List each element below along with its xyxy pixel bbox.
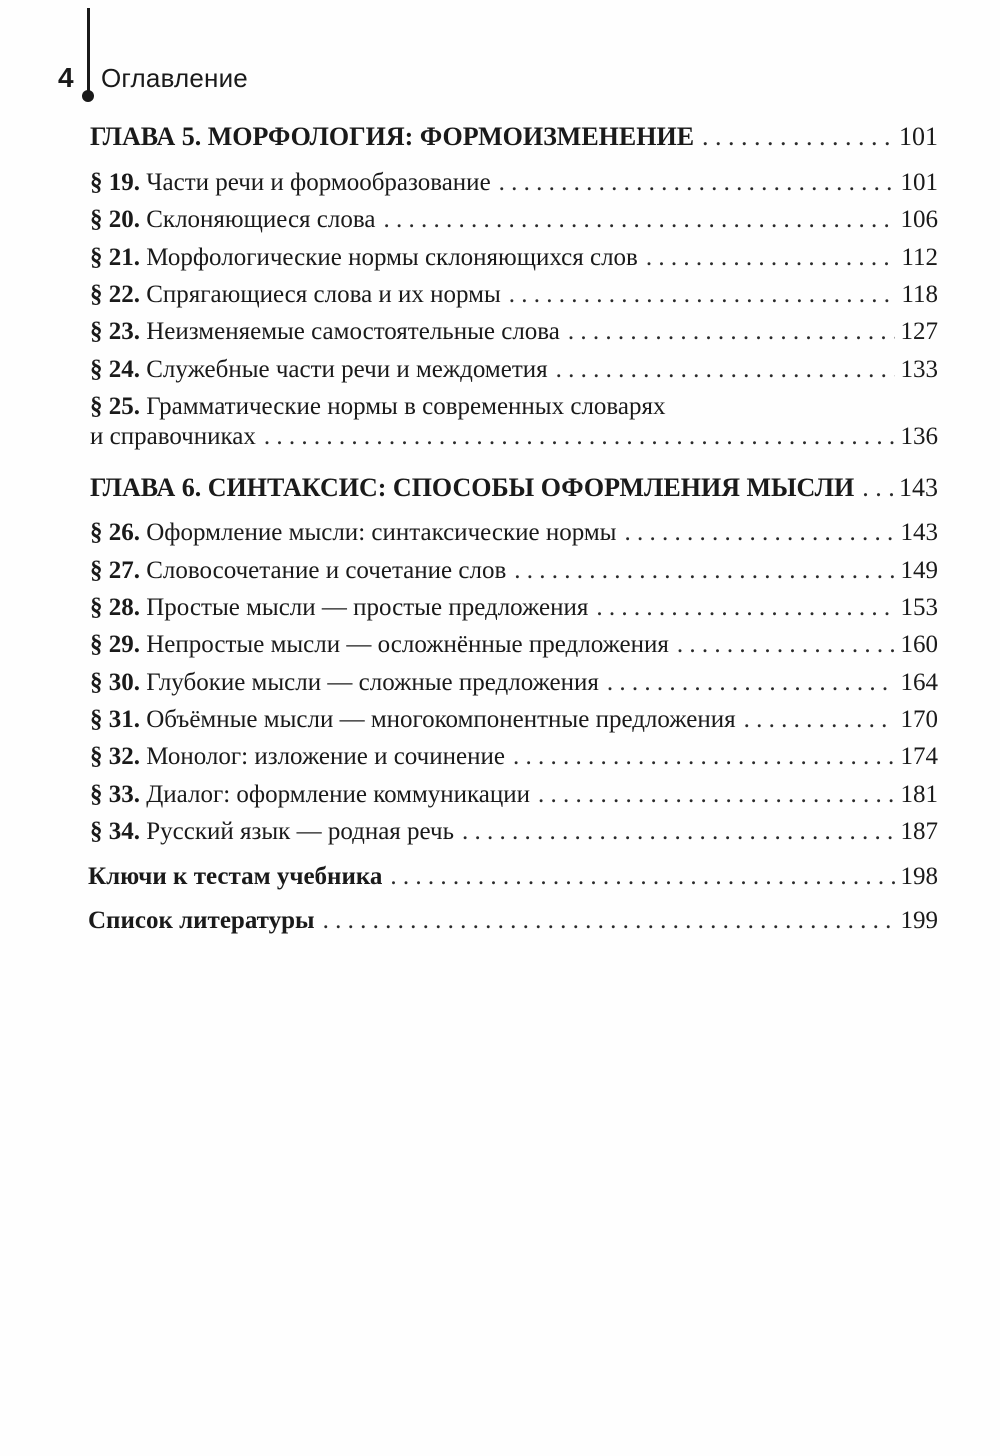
toc-chapter-6[interactable] <box>90 473 938 503</box>
chapter-page: 101 <box>899 122 938 151</box>
dot-leader <box>556 355 895 385</box>
back-matter-page: 199 <box>900 907 938 934</box>
section-page: 149 <box>900 557 938 584</box>
toc-entry[interactable] <box>90 243 938 273</box>
back-matter-page: 198 <box>900 863 938 890</box>
section-number: § 31. <box>90 706 140 733</box>
toc-answer-keys[interactable] <box>88 862 938 892</box>
section-number: § 20. <box>90 206 140 233</box>
toc-entry[interactable] <box>90 317 938 347</box>
section-title: Простые мысли — простые предложения <box>146 594 589 621</box>
dot-leader <box>323 906 895 936</box>
section-number: § 19. <box>90 169 140 196</box>
section-title: Неизменяемые самостоятельные слова <box>146 318 560 345</box>
header-vertical-rule <box>87 8 90 96</box>
dot-leader <box>390 862 894 892</box>
section-page: 174 <box>900 743 938 770</box>
section-title: Монолог: изложение и сочинение <box>146 743 505 770</box>
dot-leader <box>646 243 896 273</box>
dot-leader <box>607 668 895 698</box>
toc-entry[interactable] <box>90 355 938 385</box>
section-number: § 27. <box>90 557 140 584</box>
section-title: Объёмные мысли — многокомпонентные предложения <box>146 706 736 733</box>
section-page: 153 <box>900 594 938 621</box>
section-number: § 22. <box>90 281 140 308</box>
section-page: 187 <box>900 818 938 845</box>
section-number: § 23. <box>90 318 140 345</box>
toc-entry[interactable] <box>90 168 938 198</box>
toc-bibliography[interactable] <box>88 906 938 936</box>
section-page: 127 <box>900 318 938 345</box>
section-title: Спрягающиеся слова и их нормы <box>146 281 501 308</box>
section-page: 101 <box>900 169 938 196</box>
section-page: 143 <box>900 519 938 546</box>
toc-entry[interactable] <box>90 280 938 310</box>
dot-leader <box>862 473 893 503</box>
dot-leader <box>383 205 894 235</box>
dot-leader <box>462 817 895 847</box>
running-header-title: Оглавление <box>101 63 248 93</box>
dot-leader <box>677 630 895 660</box>
section-title: Русский язык — родная речь <box>146 818 454 845</box>
dot-leader <box>744 705 895 735</box>
dot-leader <box>568 317 895 347</box>
toc-entry[interactable] <box>90 668 938 698</box>
section-number: § 29. <box>90 631 140 658</box>
section-number: § 32. <box>90 743 140 770</box>
toc-entry[interactable] <box>90 780 938 810</box>
section-page: 170 <box>900 706 938 733</box>
section-title: Словосочетание и сочетание слов <box>146 557 507 584</box>
section-number: § 28. <box>90 594 140 621</box>
toc-entry-line1[interactable] <box>90 392 666 422</box>
header-rule-dot <box>82 90 94 102</box>
section-number: § 30. <box>90 669 140 696</box>
section-title: Оформление мысли: синтаксические нормы <box>146 519 617 546</box>
chapter-title: ГЛАВА 6. СИНТАКСИС: СПОСОБЫ ОФОРМЛЕНИЯ МЫСЛИ <box>90 473 855 502</box>
section-number: § 26. <box>90 519 140 546</box>
dot-leader <box>624 518 894 548</box>
section-page: 160 <box>900 631 938 658</box>
section-title-continued: и справочниках <box>90 423 256 450</box>
toc-entry[interactable] <box>90 593 938 623</box>
toc-entry[interactable] <box>90 205 938 235</box>
chapter-page: 143 <box>899 473 938 502</box>
section-number: § 34. <box>90 818 140 845</box>
dot-leader <box>702 122 893 152</box>
toc-entry[interactable] <box>90 630 938 660</box>
chapter-title: ГЛАВА 5. МОРФОЛОГИЯ: ФОРМОИЗМЕНЕНИЕ <box>90 122 695 151</box>
section-number: § 33. <box>90 781 140 808</box>
section-page: 164 <box>900 669 938 696</box>
section-title: Диалог: оформление коммуникации <box>146 781 531 808</box>
dot-leader <box>499 168 895 198</box>
back-matter-title: Ключи к тестам учебника <box>88 863 383 890</box>
dot-leader <box>509 280 896 310</box>
toc-entry[interactable] <box>90 817 938 847</box>
toc-entry[interactable] <box>90 518 938 548</box>
dot-leader <box>513 742 895 772</box>
back-matter-title: Список литературы <box>88 907 315 934</box>
dot-leader <box>596 593 894 623</box>
dot-leader <box>514 556 894 586</box>
toc-entry[interactable] <box>90 705 938 735</box>
dot-leader <box>264 422 895 452</box>
section-title: Склоняющиеся слова <box>146 206 376 233</box>
toc-chapter-5[interactable] <box>90 122 938 152</box>
page-number: 4 <box>58 62 74 93</box>
section-title: Морфологические нормы склоняющихся слов <box>146 244 638 271</box>
section-page: 136 <box>900 423 938 450</box>
toc-entry[interactable] <box>90 742 938 772</box>
section-title: Грамматические нормы в современных словарях <box>146 393 666 420</box>
section-title: Глубокие мысли — сложные предложения <box>146 669 599 696</box>
toc-entry-line2[interactable] <box>90 422 938 452</box>
section-number: § 24. <box>90 356 140 383</box>
section-page: 118 <box>901 281 938 308</box>
section-title: Непростые мысли — осложнённые предложения <box>146 631 669 658</box>
section-title: Служебные части речи и междометия <box>146 356 548 383</box>
toc-entry[interactable] <box>90 556 938 586</box>
section-number: § 25. <box>90 393 140 420</box>
section-page: 112 <box>901 244 938 271</box>
dot-leader <box>538 780 894 810</box>
section-page: 106 <box>900 206 938 233</box>
section-page: 181 <box>900 781 938 808</box>
section-number: § 21. <box>90 244 140 271</box>
section-title: Части речи и формообразование <box>146 169 491 196</box>
section-page: 133 <box>900 356 938 383</box>
